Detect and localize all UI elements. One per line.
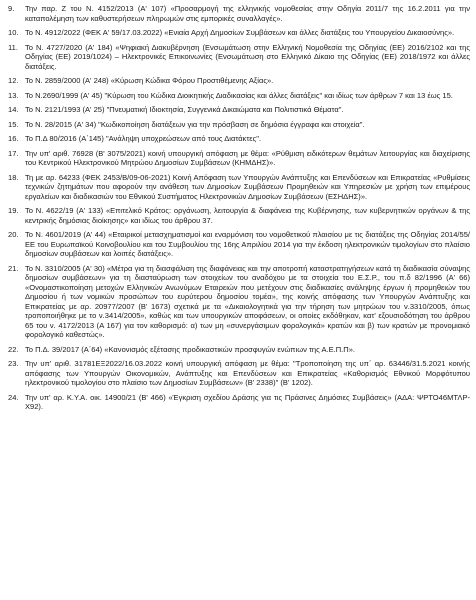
list-item bbox=[8, 149, 470, 168]
list-item bbox=[8, 264, 470, 340]
list-item bbox=[8, 76, 470, 86]
item-number: 13. bbox=[8, 90, 19, 100]
list-item bbox=[8, 120, 470, 130]
item-text: Το Ν. 4912/2022 (ΦΕΚ Α' 59/17.03.2022) «Ενιαία Αρχή Δημοσίων Συμβάσεων και άλλες διατάξεις του Υπουργείου Δικαιοσύνης». bbox=[25, 28, 455, 37]
item-number: 20. bbox=[8, 230, 19, 239]
item-text: Την υπ' αριθ. 31781ΕΞ2022/16.03.2022 κοινή υπουργική απόφαση με θέμα: "Τροποποίηση της υπ΄ αρ. 63446/31.5.2021 κοινής απόφασης των Υπουργών Οικονομικών, Ανάπτυξης και Επενδύσεων και Επικρατείας «Καθορισμός Εθνικού Μορφότυπου ηλεκτρονικού τιμολογίου στο πλαίσιο των Δημοσίων Συμβάσεων» (Β' 2338)" (Β' 1202). bbox=[25, 359, 470, 387]
item-text: Το Ν. 4622/19 (Α' 133) «Επιτελικό Κράτος: οργάνωση, λειτουργία & διαφάνεια της Κυβέρνησης, των κυβερνητικών οργάνων & της κεντρικής δημόσιας διοίκησης» και ιδίως του άρθρου 37. bbox=[25, 206, 470, 225]
item-number: 22. bbox=[8, 344, 19, 354]
item-number: 15. bbox=[8, 119, 19, 129]
item-text: Την υπ' αρ. Κ.Υ.Α. οικ. 14900/21 (Β' 466) «Έγκριση σχεδίου Δράσης για τις Πράσινες Δημόσιες Συμβάσεις» (ΑΔΑ: ΨΡΤΟ46ΜΤΛΡ-Χ92). bbox=[25, 392, 470, 411]
item-text: Το Ν. 28/2015 (Α' 34) "Κωδικοποίηση διατάξεων για την πρόσβαση σε δημόσια έγγραφα και στοιχεία". bbox=[25, 119, 365, 129]
list-item bbox=[8, 28, 470, 38]
list-item bbox=[8, 173, 470, 202]
list-item bbox=[8, 206, 470, 225]
item-number: 12. bbox=[8, 76, 19, 85]
item-text: Την υπ' αριθ. 76928 (Β' 3075/2021) κοινή υπουργική απόφαση με θέμα: «Ρύθμιση ειδικότερων θεμάτων λειτουργίας και διαχείρισης του Κεντρικού Ηλεκτρονικού Μητρώου Δημοσίων Συμβάσεων (ΚΗΜΔΗΣ)». bbox=[25, 148, 470, 167]
list-item bbox=[8, 43, 470, 72]
item-number: 23. bbox=[8, 359, 19, 368]
item-number: 9. bbox=[8, 4, 15, 13]
item-text: Τη με αρ. 64233 (ΦΕΚ 2453/Β/09-06-2021) Κοινή Απόφαση των Υπουργών Ανάπτυξης και Επενδύσεων και Επικρατείας «Ρυθμίσεις τεχνικών ζητημάτων που αφορούν την ανάθεση των Δημοσίων Συμβάσεων Προμηθειών και Υπηρεσιών με χρήση των επιμέρους εργαλείων και διαδικασιών του Εθνικού Συστήματος Ηλεκτρονικών Δημοσίων Συμβάσεων (ΕΣΗΔΗΣ)». bbox=[25, 172, 470, 201]
list-item bbox=[8, 230, 470, 259]
item-number: 14. bbox=[8, 105, 19, 114]
item-text: Το Ν. 2859/2000 (Α' 248) «Κύρωση Κώδικα Φόρου Προστιθέμενης Αξίας». bbox=[25, 76, 274, 85]
item-text: Το Ν. 4601/2019 (Α' 44) «Εταιρικοί μετασχηματισμοί και εναρμόνιση του νομοθετικού πλαισίου με τις διατάξεις της Οδηγίας 2014/55/ΕΕ του Ευρωπαϊκού Κοινοβουλίου και του Συμβουλίου της 16ης Απριλίου 2014 για την έκδοση ηλεκτρονικών τιμολογίων στο πλαίσιο δημοσίων συμβάσεων και λοιπές διατάξεις». bbox=[25, 230, 470, 258]
item-text: Το Ν.2690/1999 (Α' 45) "Κύρωση του Κώδικα Διοικητικής Διαδικασίας και άλλες διατάξεις" και ιδίως των άρθρων 7 και 13 έως 15. bbox=[25, 90, 453, 100]
item-number: 21. bbox=[8, 263, 19, 273]
item-number: 16. bbox=[8, 134, 19, 143]
list-item bbox=[8, 359, 470, 388]
list-item bbox=[8, 4, 470, 23]
list-item bbox=[8, 91, 470, 101]
item-number: 18. bbox=[8, 172, 19, 182]
item-text: Το Ν. 2121/1993 (Α' 25) "Πνευματική Ιδιοκτησία, Συγγενικά Δικαιώματα και Πολιτιστικά Θέματα". bbox=[25, 105, 344, 114]
item-number: 24. bbox=[8, 392, 19, 402]
list-item bbox=[8, 134, 470, 144]
item-text: Το Π.Δ. 39/2017 (Α΄64) «Κανονισμός εξέτασης προδικαστικών προσφυγών ενώπιων της Α.Ε.Π.Π». bbox=[25, 344, 355, 354]
item-number: 11. bbox=[8, 42, 18, 52]
list-item bbox=[8, 105, 470, 115]
item-number: 19. bbox=[8, 206, 19, 215]
item-text: Το Π.Δ 80/2016 (Α΄145) "Ανάληψη υποχρεώσεων από τους Διατάκτες". bbox=[25, 134, 262, 143]
item-number: 17. bbox=[8, 148, 19, 158]
item-text: Το Ν. 3310/2005 (Α' 30) «Μέτρα για τη διασφάλιση της διαφάνειας και την αποτροπή καταστρατηγήσεων κατά τη διαδικασία σύναψης δημοσίων συμβάσεων» για τη διασταύρωση των στοιχείων του αναδόχου με τα στοιχεία του Ε.Σ.Ρ., του π.δ 82/1996 (Α' 66) «Ονομαστικοποίηση μετοχών Ελληνικών Ανωνύμων Εταιρειών που μετέχουν στις διαδικασίες ανάληψης έργων ή προμηθειών του Δημοσίου ή των νομικών προσώπων του ευρύτερου δημοσίου τομέα», της κοινής απόφασης των Υπουργών Ανάπτυξης και Επικρατείας με αρ. 20977/2007 (Β' 1673) σχετικά με τα «Δικαιολογητικά για την τήρηση των μητρώων του ν.3310/2005, όπως τροποποιήθηκε με το ν.3414/2005», καθώς και των υπουργικών αποφάσεων, οι οποίες εκδόθηκαν, κατ' εξουσιοδότηση του άρθρου 65 του ν. 4172/2013 (Α 167) για τον καθορισμό: α) των μη «συνεργάσιμων φορολογικά» κρατών και β) των κρατών με προνομιακό φορολογικό καθεστώς». bbox=[25, 263, 470, 339]
legal-references-list bbox=[8, 4, 470, 412]
item-text: Το Ν. 4727/2020 (Α' 184) «Ψηφιακή Διακυβέρνηση (Ενσωμάτωση στην Ελληνική Νομοθεσία της Οδηγίας (ΕΕ) 2016/2102 και της Οδηγίας (ΕΕ) 2019/1024) – Ηλεκτρονικές Επικοινωνίες (Ενσωμάτωση στο Ελληνικό Δίκαιο της Οδηγίας (ΕΕ) 2018/1972 και άλλες διατάξεις. bbox=[25, 42, 470, 71]
item-number: 10. bbox=[8, 28, 19, 37]
item-text: Την παρ. Ζ του Ν. 4152/2013 (Α' 107) «Προσαρμογή της ελληνικής νομοθεσίας στην Οδηγία 2011/7 της 16.2.2011 για την καταπολέμηση των καθυστερήσεων πληρωμών στις εμπορικές συναλλαγές». bbox=[25, 4, 470, 23]
list-item bbox=[8, 345, 470, 355]
list-item bbox=[8, 393, 470, 412]
